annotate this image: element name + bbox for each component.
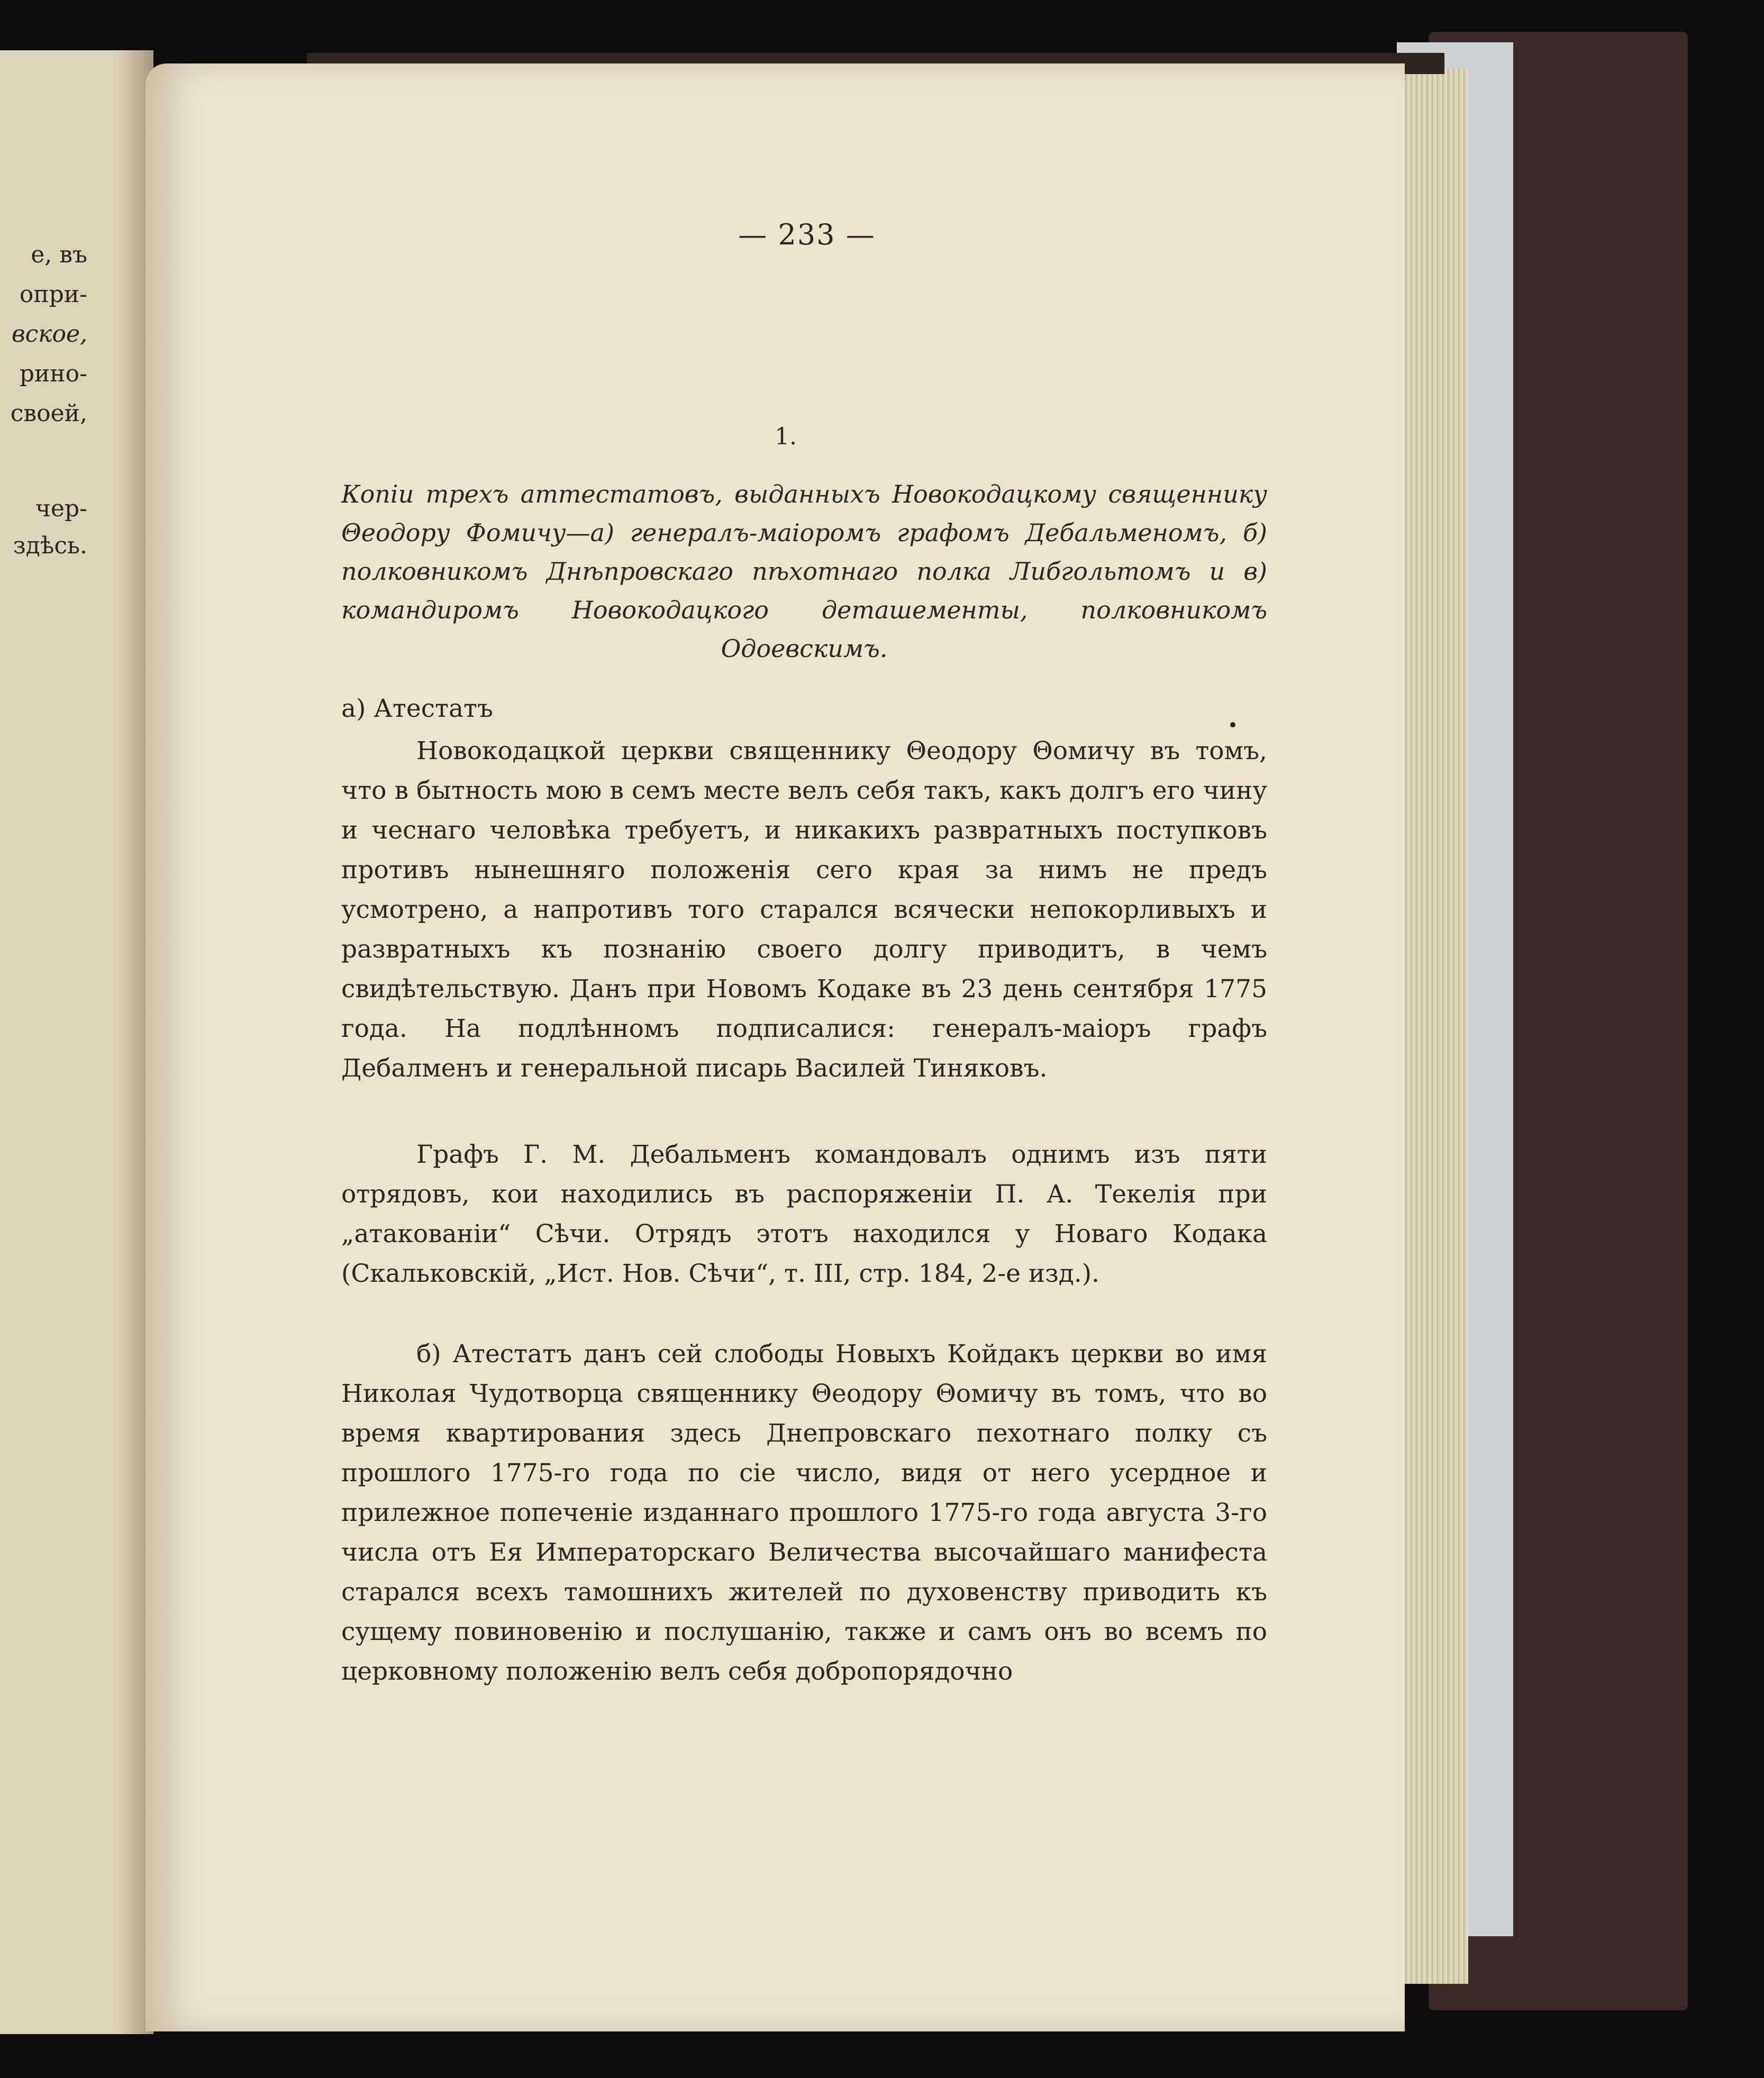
section-a-label: а) Атестатъ [341, 694, 493, 723]
document-number: 1. [775, 423, 797, 450]
left-page-line: здѣсь. [13, 532, 87, 559]
paragraph: Графъ Г. М. Дебальменъ командовалъ однимъ изъ пяти отрядовъ, кои находились въ распоряженіи П. А. Текелія при „атакованіи“ Сѣчи. Отрядъ этотъ находился у Новаго Кодака (Скальковскій, „Ист. Нов. Сѣчи“, т. III, стр. 184, 2-е изд.). [341, 1140, 1267, 1288]
left-page-line: чер- [35, 495, 87, 522]
left-page [0, 50, 153, 2034]
historical-note [341, 1135, 1267, 1293]
certificate-b-text [341, 1334, 1267, 1691]
left-page-line: опри- [19, 281, 87, 308]
certificate-a-text [341, 731, 1267, 1088]
left-page-line: е, въ [31, 241, 87, 268]
right-page [146, 63, 1405, 2031]
document-heading: Копіи трехъ аттестатовъ, выданныхъ Новокодацкому священнику Θеодору Фомичу—а) генералъ-маіоромъ графомъ Дебальменомъ, б) полковникомъ Днѣпровскаго пѣхотнаго полка Либгольтомъ и в) командиромъ Новокодацкого деташементы, полковникомъ Одоевскимъ. [341, 480, 1267, 663]
left-page-line: своей, [10, 400, 87, 427]
page-number: — 233 — [738, 218, 876, 251]
ink-speck [1230, 722, 1235, 727]
paragraph: Новокодацкой церкви священнику Θеодору Θомичу въ томъ, что в бытность мою в семъ месте велъ себя такъ, какъ долгъ его чину и чеснаго человѣка требуетъ, и никакихъ развратныхъ поступковъ противъ нынешняго положенія сего края за нимъ не предъ усмотрено, а напротивъ того старался всячески непокорливыхъ и развратныхъ къ познанію своего долгу приводитъ, в чемъ свидѣтельствую. Данъ при Новомъ Кодаке въ 23 день сентября 1775 года. На подлѣнномъ подписалися: генералъ-маіоръ графъ Дебалменъ и генеральной писарь Василей Тиняковъ. [341, 736, 1267, 1083]
paragraph: б) Атестатъ данъ сей слободы Новыхъ Койдакъ церкви во имя Николая Чудотворца священнику Θеодору Θомичу въ томъ, что во время квартирования здесь Днепровскаго пехотнаго полку съ прошлого 1775-го года по сіе число, видя от него усердное и прилежное попеченіе изданнаго прошлого 1775-го года августа 3-го числа отъ Ея Императорскаго Величества высочайшаго манифеста старался всехъ тамошнихъ жителей по духовенству приводить къ сущему повиновенію и послушанію, также и самъ онъ во всемъ по церковному положенію велъ себя добропорядочно [341, 1339, 1267, 1686]
left-page-line: рино- [19, 360, 87, 387]
left-page-line: вское, [11, 321, 87, 348]
